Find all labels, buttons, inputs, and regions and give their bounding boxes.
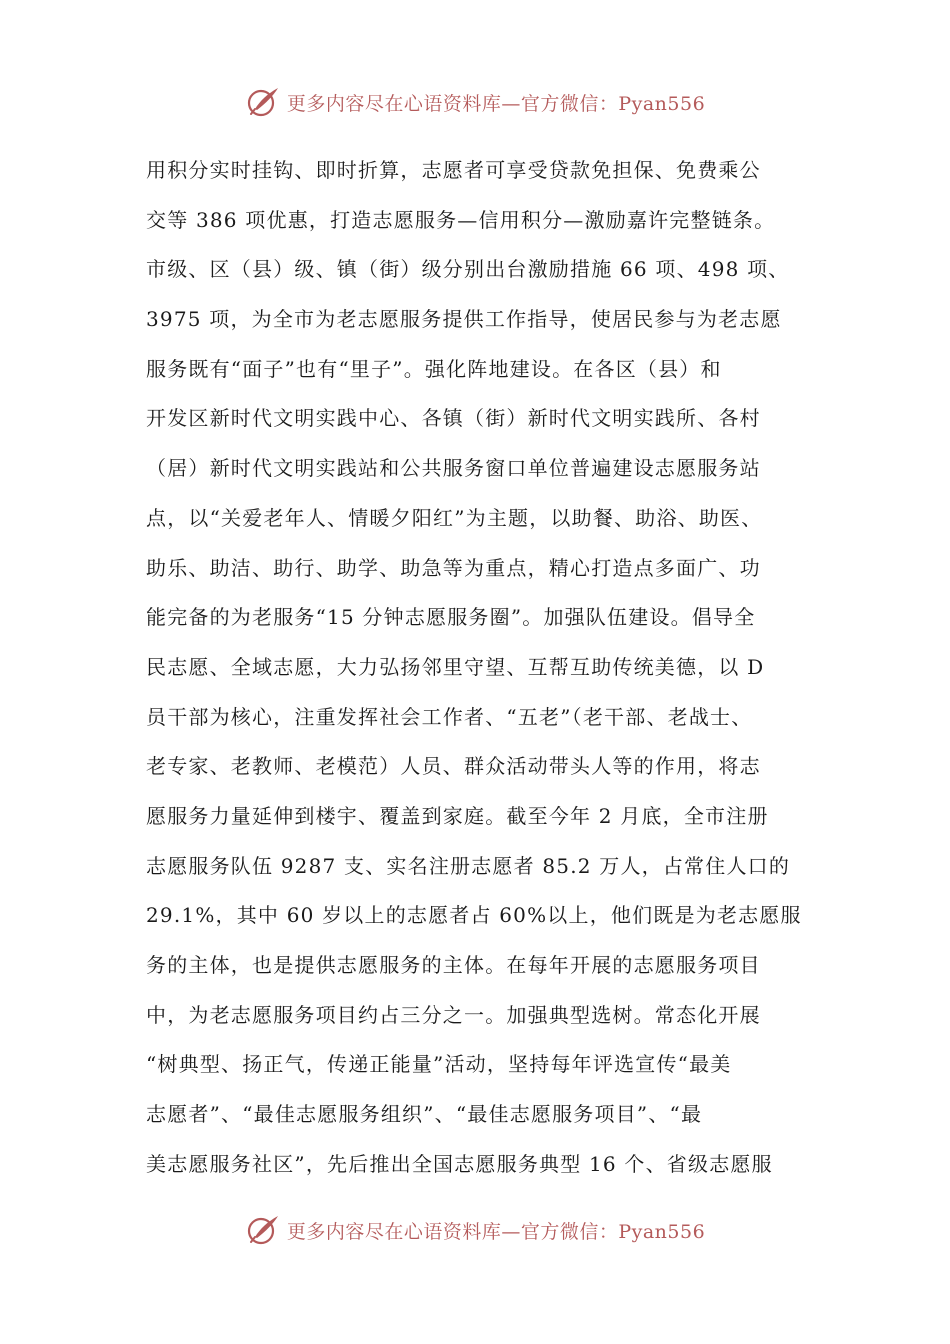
text-line: 愿服务力量延伸到楼宇、覆盖到家庭。截至今年 2 月底，全市注册	[146, 803, 769, 828]
text-line: 3975 项，为全市为老志愿服务提供工作指导，使居民参与为老志愿	[146, 307, 782, 332]
text-line: 能完备的为老服务“15 分钟志愿服务圈”。加强队伍建设。倡导全	[146, 605, 756, 630]
text-line: 助乐、助洁、助行、助学、助急等为重点，精心打造点多面广、功	[146, 555, 761, 580]
footer-watermark-text: 更多内容尽在心语资料库—官方微信：Pyan556	[286, 1220, 706, 1243]
text-line: 务的主体，也是提供志愿服务的主体。在每年开展的志愿服务项目	[146, 953, 761, 977]
document-body	[146, 146, 816, 1189]
text-line: 服务既有“面子”也有“里子”。强化阵地建设。在各区（县）和	[146, 356, 722, 381]
header-watermark	[0, 82, 950, 122]
text-line: 开发区新时代文明实践中心、各镇（街）新时代文明实践所、各村	[146, 406, 761, 431]
text-line: 民志愿、全域志愿，大力弘扬邻里守望、互帮互助传统美德，以 D	[146, 654, 765, 679]
text-line: 29.1%，其中 60 岁以上的志愿者占 60%以上，他们既是为老志愿服	[146, 903, 802, 928]
text-line: 员干部为核心，注重发挥社会工作者、“五老”（老干部、老战士、	[146, 704, 753, 729]
text-line: 志愿服务队伍 9287 支、实名注册志愿者 85.2 万人，占常住人口的	[146, 853, 791, 878]
text-line: 中，为老志愿服务项目约占三分之一。加强典型选树。常态化开展	[146, 1002, 761, 1027]
text-line: “树典型、扬正气，传递正能量”活动，坚持每年评选宣传“最美	[146, 1052, 732, 1077]
text-line: （居）新时代文明实践站和公共服务窗口单位普遍建设志愿服务站	[146, 456, 761, 481]
text-line: 交等 386 项优惠，打造志愿服务—信用积分—激励嘉许完整链条。	[146, 207, 776, 232]
text-line: 老专家、老教师、老模范）人员、群众活动带头人等的作用，将志	[146, 754, 761, 779]
text-line: 美志愿服务社区”，先后推出全国志愿服务典型 16 个、省级志愿服	[146, 1151, 773, 1176]
header-watermark-text: 更多内容尽在心语资料库—官方微信：Pyan556	[286, 92, 706, 115]
footer-watermark	[0, 1210, 950, 1250]
text-line: 用积分实时挂钩、即时折算，志愿者可享受贷款免担保、免费乘公	[146, 158, 761, 182]
text-line: 志愿者”、“最佳志愿服务组织”、“最佳志愿服务项目”、“最	[146, 1102, 703, 1127]
quill-logo-icon	[245, 1212, 281, 1248]
text-line: 点，以“关爱老年人、情暖夕阳红”为主题，以助餐、助浴、助医、	[146, 505, 763, 530]
text-line: 市级、区（县）级、镇（街）级分别出台激励措施 66 项、498 项、	[146, 257, 790, 282]
quill-logo-icon	[245, 84, 281, 120]
